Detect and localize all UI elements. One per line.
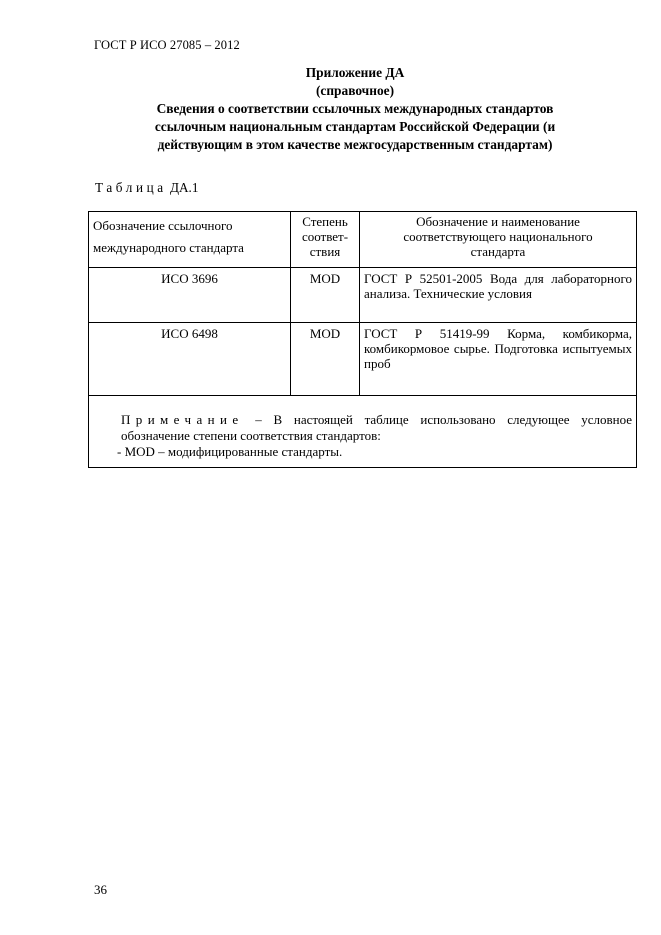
- column-header-line: стандарта: [470, 244, 526, 259]
- table-row: [89, 268, 637, 323]
- column-header-line: соответствующего национального: [403, 229, 593, 244]
- cell-reference-standard: ИСО 3696: [89, 268, 291, 323]
- note-paragraph: [93, 412, 632, 444]
- column-header-line: международного стандарта: [93, 240, 244, 255]
- column-header-line: Обозначение и наименование: [416, 214, 580, 229]
- table-note: [89, 396, 637, 468]
- table-caption: [95, 180, 198, 196]
- column-header-reference: [89, 212, 291, 268]
- appendix-title-block: [90, 64, 620, 154]
- appendix-heading-line-3: действующим в этом качестве межгосударственным стандартам): [157, 137, 553, 152]
- appendix-subtitle: (справочное): [315, 83, 395, 98]
- column-header-degree: [291, 212, 360, 268]
- table-caption-word: Таблица: [95, 180, 167, 195]
- standards-table: [88, 211, 637, 468]
- document-header: ГОСТ Р ИСО 27085 – 2012: [94, 38, 240, 52]
- cell-degree: MOD: [291, 323, 360, 396]
- appendix-title: Приложение ДА: [305, 65, 405, 80]
- column-header-line: Обозначение ссылочного: [93, 218, 233, 233]
- appendix-heading-line-2: ссылочным национальным стандартам Российской Федерации (и: [154, 119, 556, 134]
- page-number: 36: [94, 882, 107, 897]
- column-header-line: ствия: [309, 244, 341, 259]
- cell-national-standard: ГОСТ Р 51419-99 Корма, комбикорма, комбикормовое сырье. Подготовка испытуемых проб: [360, 323, 637, 396]
- table-header-row: [89, 212, 637, 268]
- table-caption-number: ДА.1: [170, 180, 199, 195]
- cell-reference-standard: ИСО 6498: [89, 323, 291, 396]
- column-header-line: Степень: [302, 214, 348, 229]
- column-header-national: [360, 212, 637, 268]
- column-header-line: соответ-: [301, 229, 349, 244]
- cell-national-standard: ГОСТ Р 52501-2005 Вода для лабораторного анализа. Технические условия: [360, 268, 637, 323]
- note-text: – В настоящей таблице использовано следующее условное обозначение степени соответствия стандартов:: [121, 412, 633, 443]
- table-row: [89, 323, 637, 396]
- appendix-heading-line-1: Сведения о соответствии ссылочных международных стандартов: [156, 101, 554, 116]
- cell-degree: MOD: [291, 268, 360, 323]
- table-note-row: [89, 396, 637, 468]
- note-label: Примечание: [121, 412, 244, 427]
- note-item: - MOD – модифицированные стандарты.: [117, 444, 343, 459]
